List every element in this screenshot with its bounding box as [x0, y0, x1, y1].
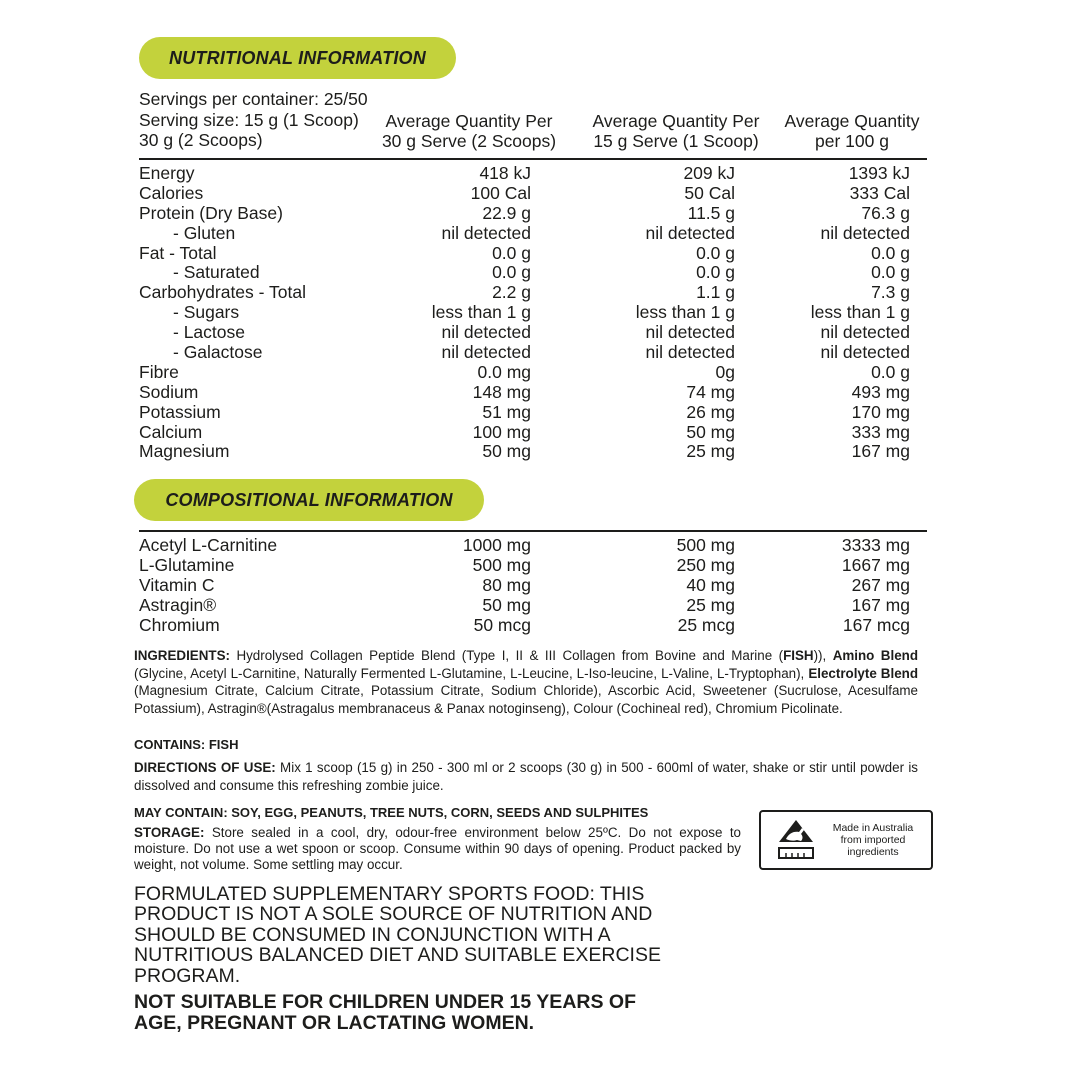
table-row: [139, 403, 914, 423]
value-100g: 1393 kJ: [848, 163, 910, 183]
table-row: [139, 363, 914, 383]
storage-paragraph: [134, 825, 741, 873]
value-30g: nil detected: [441, 222, 531, 243]
row-label: - Saturated: [173, 262, 260, 283]
ingredients-fish: FISH: [783, 648, 814, 663]
value-100g: 76.3 g: [861, 202, 910, 223]
made-in-australia-badge: [759, 810, 933, 870]
value-100g: nil detected: [820, 222, 910, 243]
table-row: [139, 423, 914, 443]
badge-line2: from imported: [840, 834, 906, 846]
value-15g: 25 mcg: [677, 614, 735, 635]
table-row: [139, 224, 914, 244]
value-15g: nil detected: [645, 322, 735, 343]
not-suitable-warning: NOT SUITABLE FOR CHILDREN UNDER 15 YEARS OF AGE, PREGNANT OR LACTATING WOMEN.: [134, 991, 636, 1034]
row-label: - Sugars: [173, 302, 240, 323]
may-contain-statement: MAY CONTAIN: SOY, EGG, PEANUTS, TREE NUTS, CORN, SEEDS AND SULPHITES: [134, 805, 649, 820]
serving-size-line1: Serving size: 15 g (1 Scoop): [139, 110, 359, 130]
value-100g: 1667 mg: [841, 554, 910, 575]
value-30g: 50 mg: [482, 441, 531, 462]
ingredients-text: (Glycine, Acetyl L-Carnitine, Naturally Fermented L-Glutamine, L-Leucine, L-Iso-leucine, L-Valine, L-Tryptophan),: [134, 665, 809, 681]
table-row: [139, 576, 914, 596]
row-label: Calcium: [139, 421, 203, 442]
row-label: - Galactose: [173, 342, 263, 363]
value-30g: less than 1 g: [431, 302, 531, 323]
ingredients-text: Hydrolysed Collagen Peptide Blend (Type I, II & III Collagen from Bovine and Marine (: [229, 648, 784, 663]
value-15g: nil detected: [645, 222, 735, 243]
column-header-100g-line2: per 100 g: [815, 131, 889, 151]
contains-statement: CONTAINS: FISH: [134, 737, 239, 752]
value-100g: 0.0 g: [871, 262, 910, 283]
table-row: [139, 442, 914, 462]
value-30g: 50 mg: [482, 594, 531, 615]
table-row: [139, 323, 914, 343]
value-15g: 74 mg: [686, 381, 735, 402]
badge-text: [823, 822, 923, 858]
table-row: [139, 244, 914, 264]
table-row: [139, 536, 914, 556]
value-15g: 500 mg: [676, 535, 735, 555]
value-30g: 0.0 mg: [477, 361, 531, 382]
value-30g: 80 mg: [482, 574, 531, 595]
value-15g: 11.5 g: [687, 202, 735, 223]
table-row: [139, 283, 914, 303]
table-row: [139, 383, 914, 403]
value-100g: nil detected: [820, 322, 910, 343]
table-row: [139, 616, 914, 636]
value-100g: 170 mg: [851, 401, 910, 422]
table-row: [139, 556, 914, 576]
value-30g: 500 mg: [472, 554, 531, 575]
badge-line1: Made in Australia: [832, 822, 914, 834]
value-30g: 50 mcg: [473, 614, 531, 635]
row-label: Carbohydrates - Total: [139, 282, 306, 303]
directions-paragraph: [134, 759, 918, 794]
value-100g: less than 1 g: [810, 302, 910, 323]
value-100g: 0.0 g: [871, 361, 910, 382]
storage-label: STORAGE:: [134, 825, 205, 840]
value-15g: 0.0 g: [696, 242, 735, 263]
compositional-information-header: [134, 479, 484, 521]
value-100g: 167 mg: [851, 441, 910, 462]
ingredients-electrolyte-blend: Electrolyte Blend: [808, 665, 918, 681]
ingredients-amino-blend: Amino Blend: [832, 648, 918, 663]
table-row: [139, 303, 914, 323]
nutrition-table: [139, 164, 914, 462]
value-15g: 40 mg: [686, 574, 735, 595]
compositional-information-title: COMPOSITIONAL INFORMATION: [165, 489, 453, 510]
row-label: Fat - Total: [139, 242, 217, 263]
ingredients-paragraph: [134, 647, 918, 717]
value-30g: 148 mg: [472, 381, 531, 402]
value-15g: 1.1 g: [696, 282, 735, 303]
value-100g: 0.0 g: [871, 242, 910, 263]
value-30g: 100 Cal: [470, 182, 531, 203]
table-row: [139, 164, 914, 184]
row-label: Protein (Dry Base): [139, 202, 283, 223]
row-label: Astragin®: [139, 594, 217, 615]
row-label: - Gluten: [173, 222, 236, 243]
column-header-30g-line1: Average Quantity Per: [385, 111, 553, 131]
value-30g: 418 kJ: [479, 163, 531, 183]
column-header-15g-line1: Average Quantity Per: [592, 111, 760, 131]
directions-text: Mix 1 scoop (15 g) in 250 - 300 ml or 2 scoops (30 g) in 500 - 600ml of water, shake or stir until powder is dissolved and consume this refreshing zombie juice.: [134, 760, 918, 793]
table-divider: [139, 530, 927, 532]
value-15g: 50 Cal: [684, 182, 735, 203]
row-label: - Lactose: [173, 322, 245, 343]
row-label: Energy: [139, 163, 195, 183]
row-label: L-Glutamine: [139, 554, 235, 575]
value-100g: 7.3 g: [871, 282, 910, 303]
table-row: [139, 204, 914, 224]
column-header-100g-line1: Average Quantity: [784, 111, 920, 131]
value-30g: 100 mg: [472, 421, 531, 442]
nutritional-information-header: [139, 37, 456, 79]
value-100g: 267 mg: [851, 574, 910, 595]
value-30g: 51 mg: [482, 401, 531, 422]
value-100g: nil detected: [820, 342, 910, 363]
value-30g: 0.0 g: [492, 242, 531, 263]
value-15g: 0g: [715, 361, 735, 382]
table-row: [139, 343, 914, 363]
serving-size-line2: 30 g (2 Scoops): [139, 130, 263, 150]
servings-per-container: Servings per container: 25/50: [139, 89, 368, 109]
row-label: Chromium: [139, 614, 220, 635]
value-30g: 0.0 g: [492, 262, 531, 283]
badge-line3: ingredients: [847, 846, 899, 858]
value-100g: 333 mg: [851, 421, 910, 442]
value-15g: 26 mg: [686, 401, 735, 422]
value-30g: nil detected: [441, 322, 531, 343]
ingredients-text: )),: [813, 648, 833, 663]
value-30g: 22.9 g: [482, 202, 531, 223]
value-30g: 2.2 g: [492, 282, 531, 303]
value-15g: 25 mg: [686, 594, 735, 615]
value-15g: 50 mg: [686, 421, 735, 442]
directions-label: DIRECTIONS OF USE:: [134, 760, 276, 775]
value-15g: 209 kJ: [683, 163, 735, 183]
row-label: Calories: [139, 182, 204, 203]
value-100g: 167 mg: [851, 594, 910, 615]
row-label: Acetyl L-Carnitine: [139, 535, 278, 555]
storage-text: Store sealed in a cool, dry, odour-free environment below 25ºC. Do not expose to moisture. Do not use a wet spoon or scoop. Consume within 90 days of opening. Product packed by weight, not volume. Some settling may occur.: [134, 825, 741, 872]
row-label: Sodium: [139, 381, 199, 402]
value-15g: less than 1 g: [635, 302, 735, 323]
table-row: [139, 184, 914, 204]
value-15g: 0.0 g: [696, 262, 735, 283]
row-label: Fibre: [139, 361, 179, 382]
value-100g: 333 Cal: [849, 182, 910, 203]
value-100g: 493 mg: [851, 381, 910, 402]
column-header-15g: [578, 111, 774, 151]
value-30g: nil detected: [441, 342, 531, 363]
composition-table: [139, 536, 914, 635]
value-15g: 250 mg: [676, 554, 735, 575]
row-label: Magnesium: [139, 441, 230, 462]
value-30g: 1000 mg: [462, 535, 531, 555]
column-header-30g-line2: 30 g Serve (2 Scoops): [381, 131, 557, 151]
value-100g: 3333 mg: [841, 535, 910, 555]
value-100g: 167 mcg: [842, 614, 910, 635]
ingredients-text: (Magnesium Citrate, Calcium Citrate, Potassium Citrate, Sodium Chloride), Ascorbic Acid, Sweetener (Sucrulose, Acesulfame Potassium), Astragin®(Astragalus membranaceus & Panax notoginseng), Colour (Cochineal red), Chromium Picolinate.: [134, 683, 918, 716]
column-header-100g: [774, 111, 930, 151]
australia-kangaroo-icon: [777, 818, 815, 862]
value-15g: 25 mg: [686, 441, 735, 462]
value-15g: nil detected: [645, 342, 735, 363]
table-row: [139, 596, 914, 616]
table-divider: [139, 158, 927, 160]
row-label: Vitamin C: [139, 574, 215, 595]
column-header-30g: [364, 111, 574, 151]
ingredients-label: INGREDIENTS:: [134, 648, 230, 663]
row-label: Potassium: [139, 401, 221, 422]
nutritional-information-title: NUTRITIONAL INFORMATION: [169, 47, 426, 68]
formulated-statement: FORMULATED SUPPLEMENTARY SPORTS FOOD: THIS PRODUCT IS NOT A SOLE SOURCE OF NUTRITION AND SHOULD BE CONSUMED IN CONJUNCTION WITH A NUTRITIOUS BALANCED DIET AND SUITABLE EXERCISE PROGRAM.: [134, 883, 661, 987]
table-row: [139, 263, 914, 283]
serving-size: [139, 110, 359, 150]
column-header-15g-line2: 15 g Serve (1 Scoop): [593, 131, 759, 151]
